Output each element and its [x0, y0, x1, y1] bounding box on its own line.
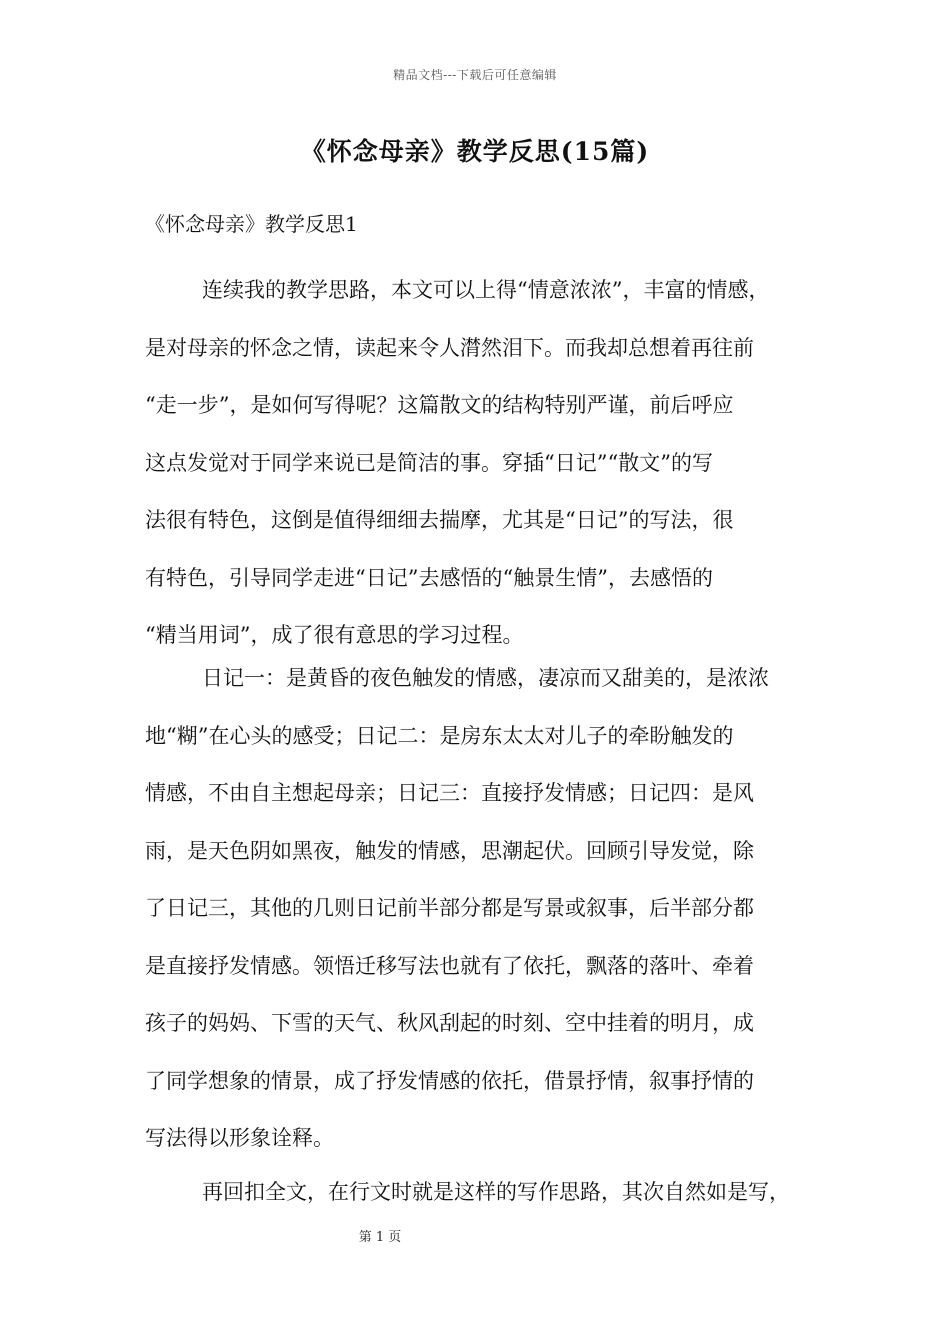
paragraph-3 [145, 1164, 825, 1222]
paragraph-line: 是对母亲的怀念之情，读起来令人潸然泪下。而我却总想着再往前 [145, 335, 754, 360]
paragraph-line: 法很有特色，这倒是值得细细去揣摩，尤其是“日记”的写法，很 [145, 508, 734, 532]
page-number: 第 1 页 [358, 1230, 402, 1245]
header-note: 精品文档---下载后可任意编辑 [393, 68, 557, 82]
paragraph-line: 再回扣全文，在行文时就是这样的写作思路，其次自然如是写， [202, 1180, 790, 1204]
paragraph-line: 这点发觉对于同学来说已是简洁的事。穿插“日记”“散文”的写 [145, 450, 713, 475]
paragraph-1 [145, 262, 825, 665]
paragraph-line: 雨，是天色阴如黑夜，触发的情感，思潮起伏。回顾引导发觉，除 [145, 838, 754, 863]
paragraph-line: “精当用词”，成了很有意思的学习过程。 [145, 623, 524, 647]
section-heading: 《怀念母亲》教学反思1 [145, 212, 358, 236]
paragraph-line: 有特色，引导同学走进“日记”去感悟的“触景生情”，去感悟的 [145, 565, 713, 590]
paragraph-line: 了日记三，其他的几则日记前半部分都是写景或叙事，后半部分都 [145, 896, 754, 920]
paragraph-2 [145, 650, 825, 1168]
document-title: 《怀念母亲》教学反思(15篇) [300, 137, 650, 166]
paragraph-line: 日记一：是黄昏的夜色触发的情感，凄凉而又甜美的，是浓浓 [202, 666, 769, 690]
paragraph-line: 是直接抒发情感。领悟迁移写法也就有了依托，飘落的落叶、牵着 [145, 953, 754, 978]
paragraph-line: 情感，不由自主想起母亲；日记三：直接抒发情感；日记四：是风 [145, 781, 754, 805]
paragraph-line: 连续我的教学思路，本文可以上得“情意浓浓”，丰富的情感， [202, 278, 770, 302]
paragraph-line: 了同学想象的情景，成了抒发情感的依托，借景抒情，叙事抒情的 [145, 1068, 754, 1093]
paragraph-line: 地“糊”在心头的感受；日记二：是房东太太对儿子的牵盼触发的 [145, 723, 734, 748]
paragraph-line: “走一步”，是如何写得呢？这篇散文的结构特别严谨，前后呼应 [145, 393, 734, 417]
paragraph-line: 写法得以形象诠释。 [145, 1126, 334, 1150]
paragraph-line: 孩子的妈妈、下雪的天气、秋风刮起的时刻、空中挂着的明月，成 [145, 1011, 754, 1035]
